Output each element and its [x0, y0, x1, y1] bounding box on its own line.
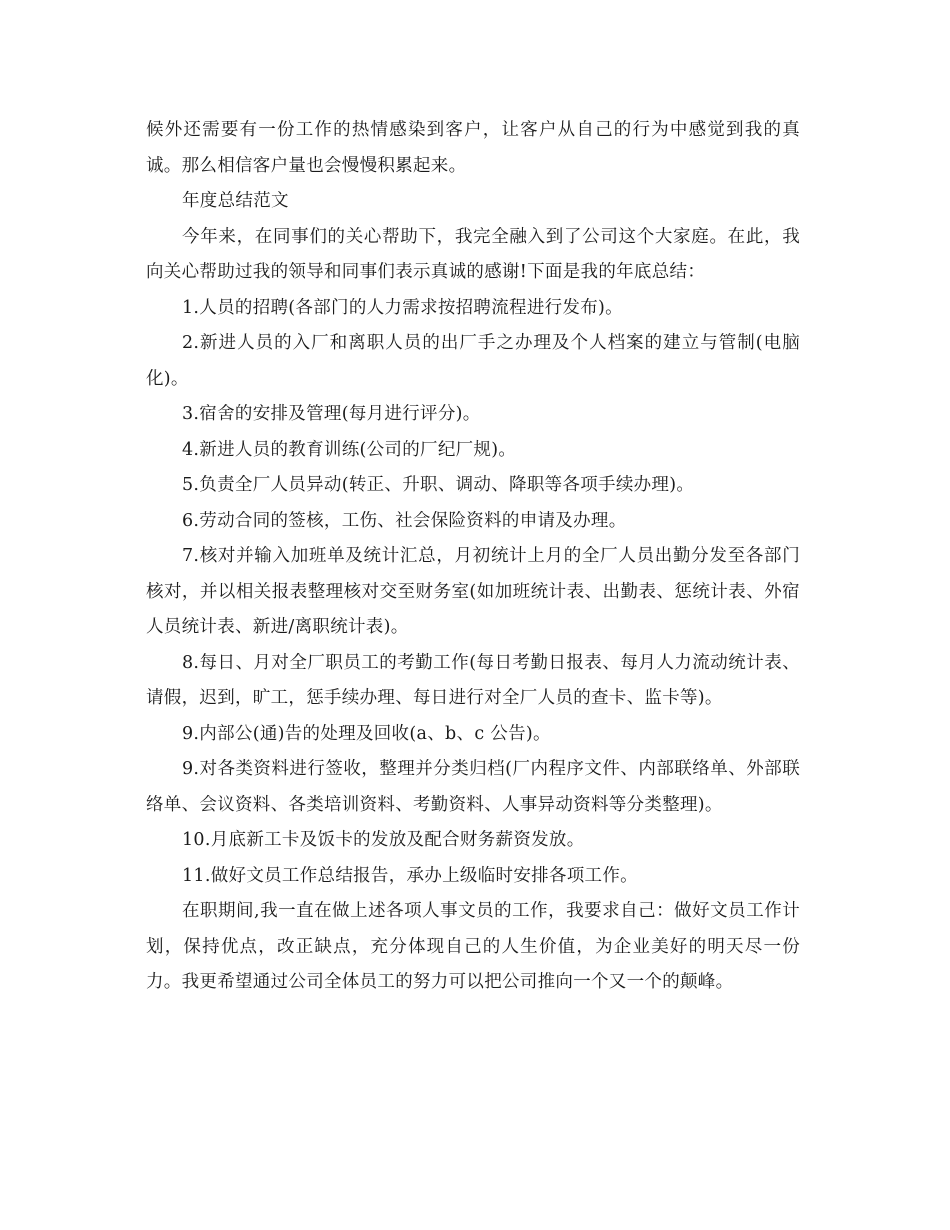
list-item: 8.每日、月对全厂职员工的考勤工作(每日考勤日报表、每月人力流动统计表、请假，迟到，旷工，惩手续办理、每日进行对全厂人员的查卡、监卡等)。	[146, 652, 800, 708]
list-item: 10.月底新工卡及饭卡的发放及配合财务薪资发放。	[182, 830, 585, 850]
list-item: 9.内部公(通)告的处理及回收(a、b、c 公告)。	[182, 723, 551, 744]
list-item: 1.人员的招聘(各部门的人力需求按招聘流程进行发布)。	[182, 297, 623, 318]
paragraph-intro: 今年来，在同事们的关心帮助下，我完全融入到了公司这个大家庭。在此，我向关心帮助过我的领导和同事们表示真诚的感谢!下面是我的年底总结：	[146, 226, 800, 282]
list-item: 6.劳动合同的签核，工伤、社会保险资料的申请及办理。	[182, 510, 627, 531]
list-item: 9.对各类资料进行签收，整理并分类归档(厂内程序文件、内部联络单、外部联络单、会议资料、各类培训资料、考勤资料、人事异动资料等分类整理)。	[146, 759, 800, 815]
paragraph-continuation: 候外还需要有一份工作的热情感染到客户，让客户从自己的行为中感觉到我的真诚。那么相信客户量也会慢慢积累起来。	[146, 120, 800, 176]
list-item: 7.核对并输入加班单及统计汇总，月初统计上月的全厂人员出勤分发至各部门核对，并以相关报表整理核对交至财务室(如加班统计表、出勤表、惩统计表、外宿人员统计表、新进/离职统计表)。	[146, 546, 800, 637]
list-item: 11.做好文员工作总结报告，承办上级临时安排各项工作。	[182, 865, 638, 886]
list-item: 5.负责全厂人员异动(转正、升职、调动、降职等各项手续办理)。	[182, 475, 695, 495]
paragraph-conclusion: 在职期间,我一直在做上述各项人事文员的工作，我要求自己：做好文员工作计划，保持优点，改正缺点，充分体现自己的人生价值，为企业美好的明天尽一份力。我更希望通过公司全体员工的努力可以把公司推向一个又一个的颠峰。	[146, 901, 800, 992]
list-item: 2.新进人员的入厂和离职人员的出厂手之办理及个人档案的建立与管制(电脑化)。	[146, 333, 800, 389]
document-body	[146, 113, 800, 1001]
section-heading: 年度总结范文	[182, 191, 289, 211]
list-item: 4.新进人员的教育训练(公司的厂纪厂规)。	[182, 439, 517, 460]
list-item: 3.宿舍的安排及管理(每月进行评分)。	[182, 404, 481, 424]
